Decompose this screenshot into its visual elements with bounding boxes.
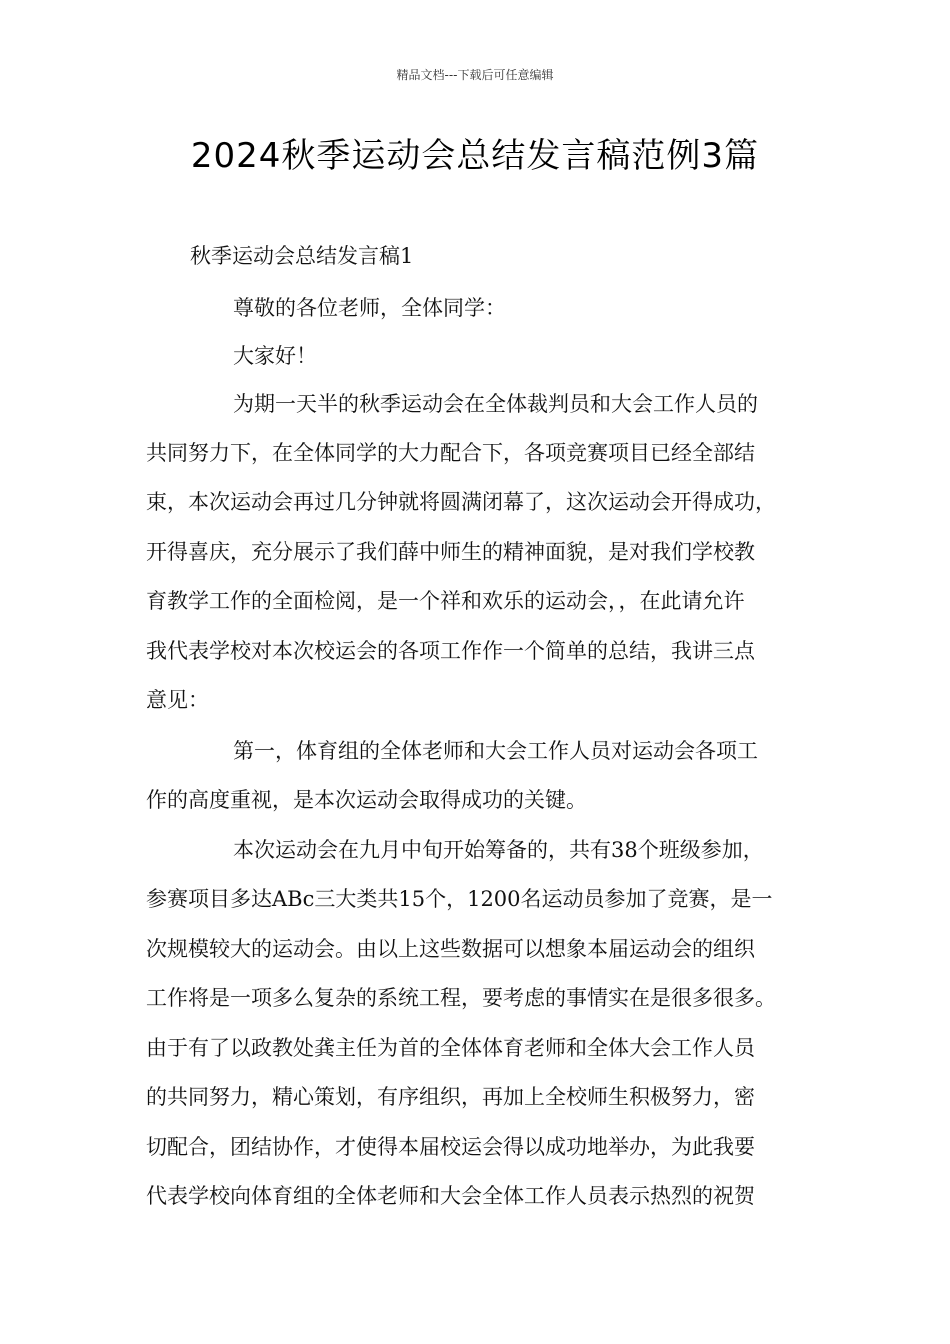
paragraph-line: 工作将是一项多么复杂的系统工程，要考虑的事情实在是很多很多。 <box>146 986 776 1010</box>
paragraph-line: 次规模较大的运动会。由以上这些数据可以想象本届运动会的组织 <box>146 937 755 961</box>
paragraph-line: 的共同努力，精心策划，有序组织，再加上全校师生积极努力，密 <box>146 1085 755 1109</box>
salutation-line: 尊敬的各位老师，全体同学： <box>233 296 506 320</box>
paragraph-line: 意见： <box>146 688 209 712</box>
paragraph-line: 束，本次运动会再过几分钟就将圆满闭幕了，这次运动会开得成功， <box>146 490 776 514</box>
paragraph-line: 开得喜庆，充分展示了我们薛中师生的精神面貌，是对我们学校教 <box>146 540 755 564</box>
paragraph-line: 由于有了以政教处龚主任为首的全体体育老师和全体大会工作人员 <box>146 1036 755 1060</box>
paragraph-line: 切配合，团结协作，才使得本届校运会得以成功地举办，为此我要 <box>146 1135 755 1159</box>
section-heading: 秋季运动会总结发言稿1 <box>190 244 414 268</box>
paragraph-line: 本次运动会在九月中旬开始筹备的，共有38个班级参加， <box>233 838 764 862</box>
paragraph-line: 育教学工作的全面检阅，是一个祥和欢乐的运动会，，在此请允许 <box>146 589 745 613</box>
greeting-line: 大家好！ <box>233 344 317 368</box>
paragraph-line: 第一，体育组的全体老师和大会工作人员对运动会各项工 <box>233 739 758 763</box>
document-title: 2024秋季运动会总结发言稿范例3篇 <box>190 136 760 176</box>
paragraph-line: 代表学校向体育组的全体老师和大会全体工作人员表示热烈的祝贺 <box>146 1184 755 1208</box>
paragraph-line: 为期一天半的秋季运动会在全体裁判员和大会工作人员的 <box>233 392 758 416</box>
paragraph-line: 参赛项目多达ABc三大类共15个，1200名运动员参加了竞赛，是一 <box>146 887 773 911</box>
paragraph-line: 作的高度重视，是本次运动会取得成功的关键。 <box>146 788 587 812</box>
document-header-note: 精品文档---下载后可任意编辑 <box>396 68 554 82</box>
paragraph-line: 共同努力下，在全体同学的大力配合下，各项竞赛项目已经全部结 <box>146 441 755 465</box>
paragraph-line: 我代表学校对本次校运会的各项工作作一个简单的总结，我讲三点 <box>146 639 755 663</box>
